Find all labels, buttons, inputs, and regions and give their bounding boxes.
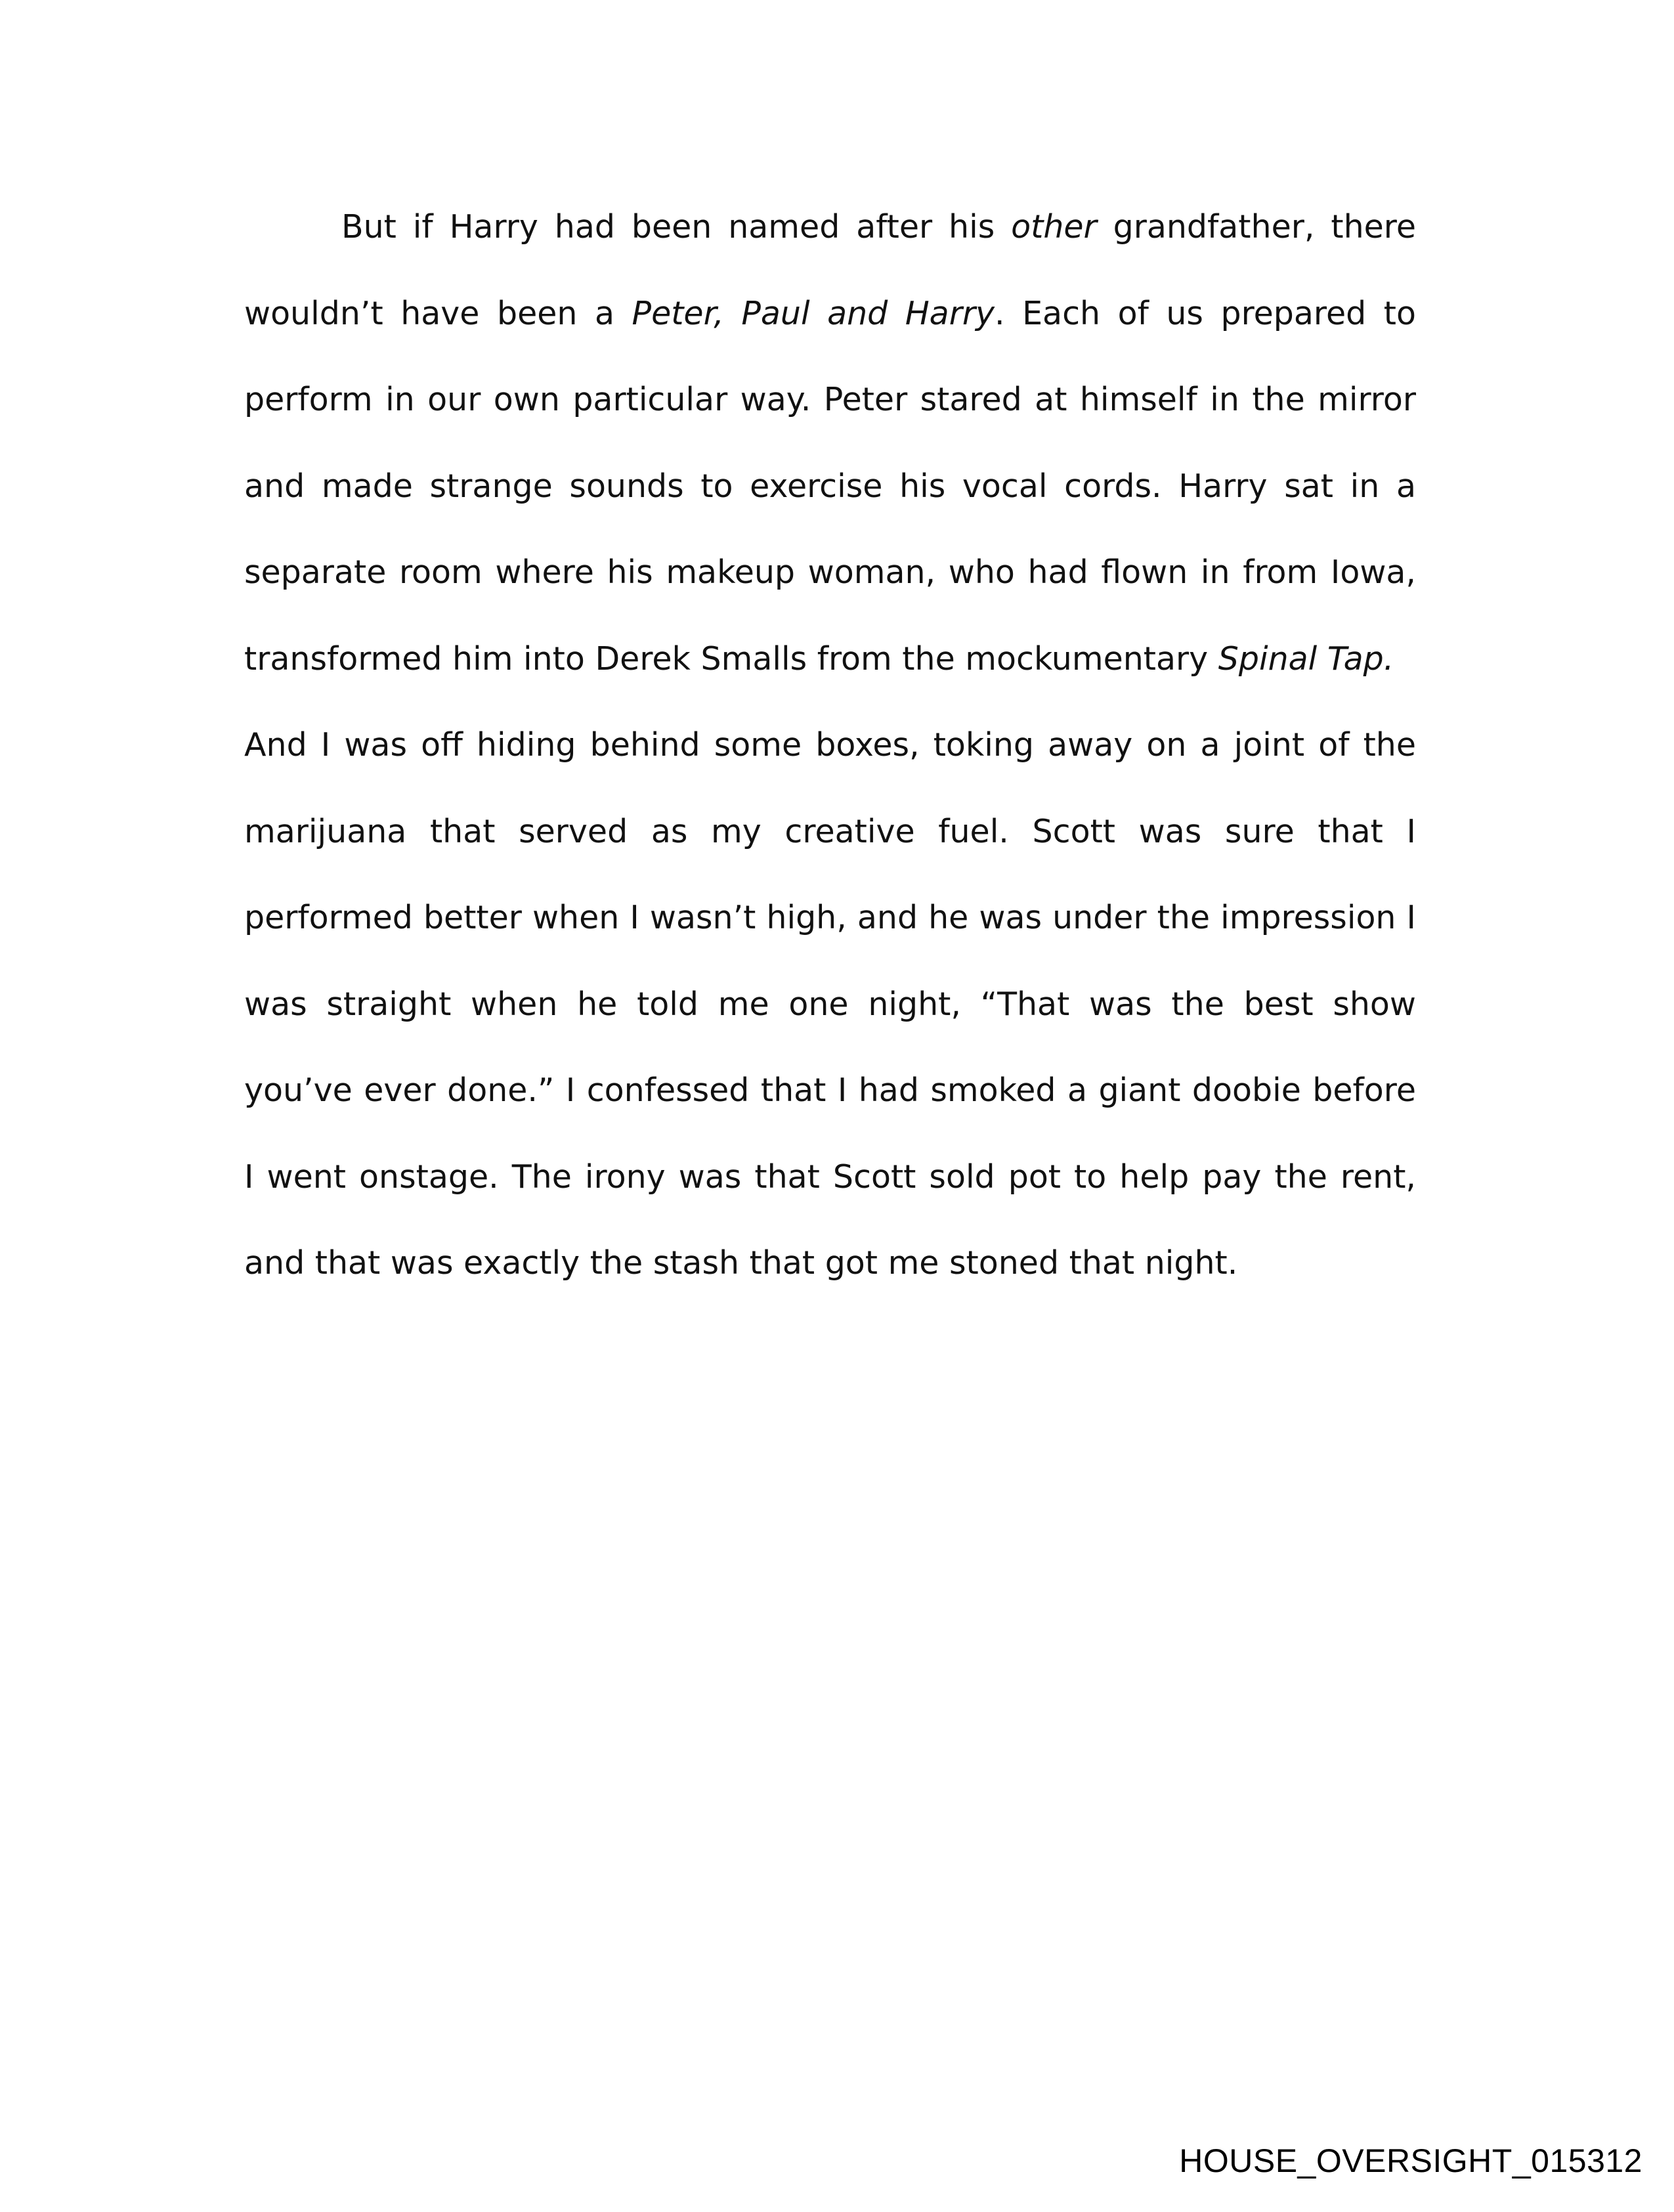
italic-span: Peter, Paul and Harry [632,294,995,332]
italic-span: Spinal Tap. [1218,640,1394,678]
text-span: grandfather, there wouldn’t have been a [244,208,1416,332]
text-span: . Each of us prepared to perform in our own particular way. Peter stared at himself in the mirror and made strange sounds to exercise his vocal cords. Harry sat in a separate room where his makeup woman, who had flown in from Iowa, transformed him into Derek Smalls from the mockumentary [244,294,1416,678]
italic-span: other [1011,208,1097,246]
paragraph-harry-grandfather [244,184,1416,702]
bates-number: HOUSE_OVERSIGHT_015312 [1179,2142,1642,2179]
paragraph-hiding-behind-boxes [244,702,1416,1307]
text-span: And I was off hiding behind some boxes, toking away on a joint of the marijuana that served as my creative fuel. Scott was sure that I performed better when I wasn’t high, and he was under the impression I was straight when he told me one night, “That was the best show you’ve ever done.” I confessed that I had smoked a giant doobie before I went onstage. The irony was that Scott sold pot to help pay the rent, and that was exactly the stash that got me stoned that night. [244,726,1416,1282]
text-span: But if Harry had been named after his [341,208,1012,246]
body-text [244,184,1416,1307]
